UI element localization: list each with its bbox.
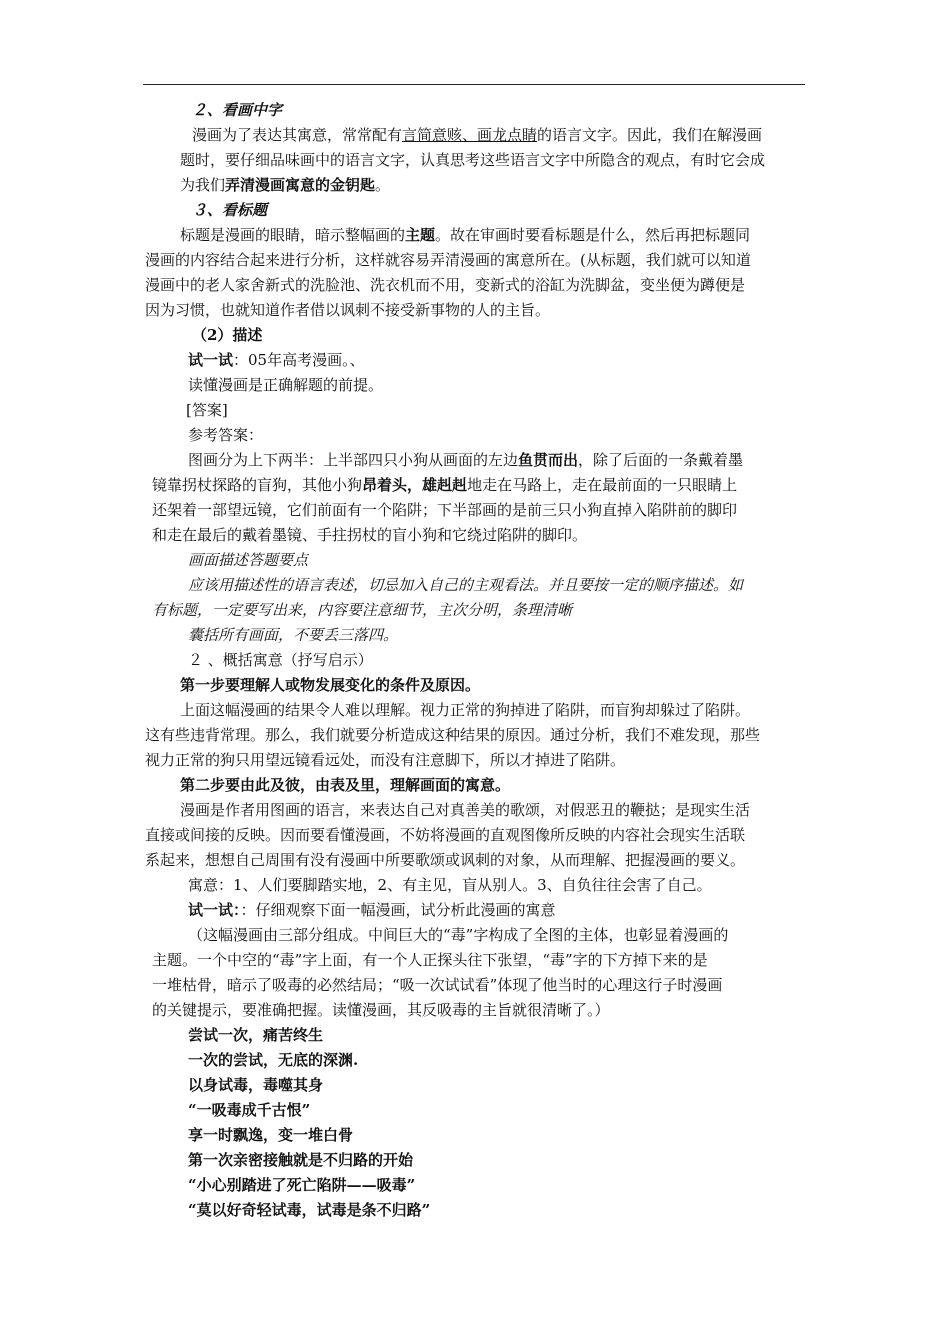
paragraph-line: 漫画中的老人家舍新式的洗脸池、洗衣机而不用，变新式的浴缸为洗脚盆，变坐便为蹲便是 bbox=[145, 276, 746, 294]
reference-answer-label: 参考答案： bbox=[188, 426, 264, 444]
paragraph-line: 因为习惯，也就知道作者借以讽刺不接受新事物的人的主旨。 bbox=[145, 301, 551, 319]
bold-phrase: 鱼贯而出 bbox=[518, 451, 579, 469]
text-run: ：05年高考漫画。、 bbox=[233, 351, 365, 369]
paragraph-line: 漫画的内容结合起来进行分析，这样就容易弄清漫画的寓意所在。(从标题，我们就可以知道 bbox=[145, 251, 751, 269]
underlined-phrase: 言简意赅、画龙点睛 bbox=[402, 126, 538, 144]
try-it-line bbox=[188, 898, 556, 922]
paragraph-line: 漫画是作者用图画的语言，来表达自己对真善美的歌颂，对假恶丑的鞭挞；是现实生活 bbox=[180, 801, 751, 819]
paragraph-line: 的关键提示，要准确把握。读懂漫画，其反吸毒的主旨就很清晰了。） bbox=[152, 1001, 610, 1019]
paragraph-line: 这有些违背常理。那么，我们就要分析造成这种结果的原因。通过分析，我们不难发现，那些 bbox=[145, 726, 761, 744]
text-run: 。故在审画时要看标题是什么，然后再把标题同 bbox=[435, 226, 751, 244]
try-it-line bbox=[188, 348, 365, 372]
describe-heading: （2）描述 bbox=[192, 326, 263, 344]
paragraph-line: 上面这幅漫画的结果令人难以理解。视力正常的狗掉进了陷阱，而盲狗却躲过了陷阱。 bbox=[180, 701, 751, 719]
paragraph-line: 视力正常的狗只用望远镜看远处，而没有注意脚下，所以才掉进了陷阱。 bbox=[145, 751, 626, 769]
section-heading-read-text: ２、看画中字 bbox=[192, 101, 283, 119]
paragraph-line: 还架着一部望远镜，它们前面有一个陷阱；下半部画的是前三只小狗直掉入陷阱前的脚印 bbox=[152, 501, 738, 519]
slogan: “小心别踏进了死亡陷阱——吸毒” bbox=[188, 1176, 416, 1194]
paragraph-line bbox=[192, 123, 762, 147]
paragraph-line: 读懂漫画是正确解题的前提。 bbox=[188, 376, 384, 394]
text-run: 的语言文字。因此，我们在解漫画 bbox=[537, 126, 763, 144]
paragraph-line bbox=[180, 223, 750, 247]
paragraph-line bbox=[188, 448, 743, 472]
text-run: 为我们 bbox=[180, 176, 226, 194]
text-run: 地走在马路上，走在最前面的一只眼睛上 bbox=[467, 476, 738, 494]
slogan: “莫以好奇轻试毒，试毒是条不归路” bbox=[188, 1201, 431, 1219]
paragraph-line: 直接或间接的反映。因而要看懂漫画，不妨将漫画的直观图像所反映的内容社会现实生活联 bbox=[145, 826, 746, 844]
tips-title: 画面描述答题要点 bbox=[188, 551, 309, 569]
moral-line: 寓意：1、人们要脚踏实地，2、有主见，盲从别人。3、自负往往会害了自己。 bbox=[188, 876, 712, 894]
bold-phrase: 雄赳赳 bbox=[422, 476, 468, 494]
section-heading-title: ３、看标题 bbox=[192, 201, 268, 219]
text-run: ，除了后面的一条戴着墨 bbox=[578, 451, 744, 469]
header-rule bbox=[143, 84, 805, 85]
paragraph-line bbox=[180, 173, 390, 197]
try-it-label: 试一试： bbox=[188, 901, 241, 919]
bold-comma: ， bbox=[407, 476, 423, 494]
text-run: 漫画为了表达其寓意，常常配有 bbox=[192, 126, 403, 144]
slogan: “一吸毒成千古恨” bbox=[188, 1101, 311, 1119]
slogan: 以身试毒，毒噬其身 bbox=[188, 1076, 324, 1094]
paragraph-line: 系起来，想想自己周围有没有漫画中所要歌颂或讽刺的对象，从而理解、把握漫画的要义。 bbox=[145, 851, 746, 869]
tips-line: 囊括所有画面，不要丢三落四。 bbox=[188, 626, 399, 644]
try-it-label: 试一试 bbox=[188, 351, 234, 369]
text-run: 镜靠拐杖探路的盲狗，其他小狗 bbox=[152, 476, 363, 494]
paragraph-line: （这幅漫画由三部分组成。中间巨大的“毒”字构成了全图的主体，也彰显着漫画的 bbox=[188, 926, 729, 944]
bold-phrase: 弄清漫画寓意的金钥匙 bbox=[225, 176, 376, 194]
text-run: 图画分为上下两半：上半部四只小狗从画面的左边 bbox=[188, 451, 519, 469]
slogan: 第一次亲密接触就是不归路的开始 bbox=[188, 1151, 414, 1169]
text-run: 。 bbox=[375, 176, 391, 194]
text-run: ：仔细观察下面一幅漫画，试分析此漫画的寓意 bbox=[240, 901, 556, 919]
paragraph-line: 一堆枯骨，暗示了吸毒的必然结局；“吸一次试试看”体现了他当时的心理这行子时漫画 bbox=[152, 976, 723, 994]
slogan: 享一时飘逸，变一堆白骨 bbox=[188, 1126, 354, 1144]
bold-phrase: 主题 bbox=[405, 226, 436, 244]
bold-phrase: 昂着头 bbox=[362, 476, 408, 494]
answer-tag: [答案] bbox=[186, 401, 228, 419]
slogan: 一次的尝试，无底的深渊. bbox=[188, 1051, 359, 1069]
section-heading-moral: ２ 、概括寓意（抒写启示） bbox=[188, 651, 373, 669]
slogan: 尝试一次，痛苦终生 bbox=[188, 1026, 324, 1044]
text-run: 标题是漫画的眼睛，暗示整幅画的 bbox=[180, 226, 406, 244]
tips-line: 有标题，一定要写出来，内容要注意细节，主次分明，条理清晰 bbox=[152, 601, 573, 619]
step-one: 第一步要理解人或物发展变化的条件及原因。 bbox=[180, 676, 481, 694]
paragraph-line bbox=[152, 473, 737, 497]
tips-line: 应该用描述性的语言表述，切忌加入自己的主观看法。并且要按一定的顺序描述。如 bbox=[188, 576, 744, 594]
paragraph-line: 和走在最后的戴着墨镜、手拄拐杖的盲小狗和它绕过陷阱的脚印。 bbox=[152, 526, 588, 544]
paragraph-line: 题时，要仔细品味画中的语言文字，认真思考这些语言文字中所隐含的观点，有时它会成 bbox=[180, 151, 766, 169]
paragraph-line: 主题。一个中空的“毒”字上面，有一个人正探头往下张望，“毒”字的下方掉下来的是 bbox=[152, 951, 708, 969]
step-two: 第二步要由此及彼，由表及里，理解画面的寓意。 bbox=[180, 776, 511, 794]
